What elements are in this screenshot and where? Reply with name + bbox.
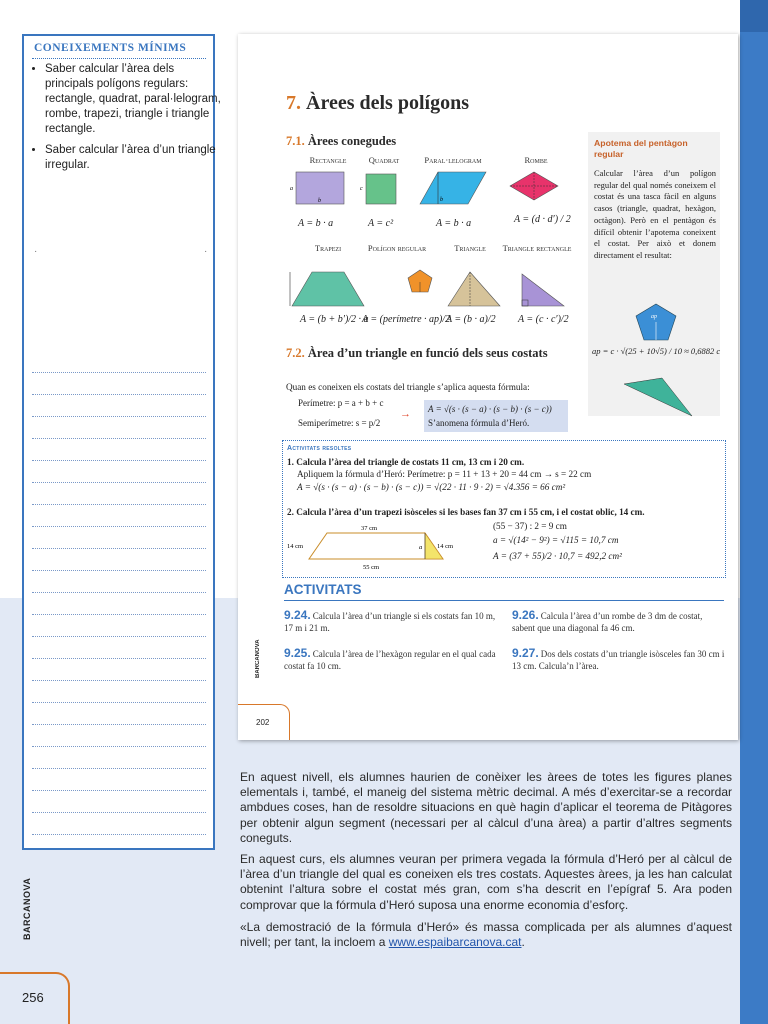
page-number: 202 (256, 718, 270, 727)
list-item: • Saber calcular l’àrea dels principals polígons regulars: rectangle, quadrat, paral·lelogram, rombe, trapezi, triangle i triangle rectangle. (45, 62, 223, 137)
textbook-page (238, 34, 738, 740)
area-formula: A = (d · d′) / 2 (514, 214, 571, 225)
dot-mark: · (204, 246, 208, 257)
shape-label: Polígon regular (367, 243, 427, 253)
minimum-knowledge-title: CONEIXEMENTS MÍNIMS (34, 42, 187, 54)
svg-text:c: c (360, 186, 363, 192)
note-line (32, 394, 206, 395)
note-line (32, 746, 206, 747)
note-line (32, 768, 206, 769)
solved-question-2: 2. Calcula l’àrea d’un trapezi isòsceles si les bases fan 37 cm i 55 cm, i el costat oblic, 14 cm. (287, 507, 645, 517)
trapezoid-shape (292, 272, 364, 306)
note-line (32, 570, 206, 571)
brand-logo: BARCANOVA (255, 639, 261, 678)
list-item: • Saber calcular l’àrea d’un triangle irregular. (45, 143, 223, 173)
shape-label: Trapezi (314, 243, 342, 253)
section-heading: 7.1. Àrees conegudes (286, 134, 397, 148)
trapezoid-figure (287, 521, 463, 573)
body-paragraph: En aquest nivell, els alumnes haurien de conèixer les àrees de totes les figures planes elementals i, també, el maneig del sistema mètric decimal. A més d’exercitar-se a recordar ambdues coses, han de resoldre situacions en què hagin d’aplicar el teorema de Pitàgores per obtenir algun segment (necessari per al càlcul d’una àrea) a partir d’altres segments coneguts. (240, 770, 732, 845)
pentagon-figure (632, 302, 680, 342)
solved-activities-box (282, 440, 726, 578)
area-formula: A = c² (368, 218, 394, 229)
parallelogram-shape (420, 172, 486, 204)
activities-title: ACTIVITATS (284, 582, 362, 597)
shape-label: Rombe (524, 155, 548, 165)
apothem-title: Apotema del pentàgon regular (594, 138, 688, 159)
body-paragraph: En aquest curs, els alumnes veuran per primera vegada la fórmula d’Heró per al càlcul de l’àrea d’un triangle del qual es coneixen els tres costats. Aquestes àrees, ja les han calculat obtenint l’altura sobre el costat més gran, com s’ha descrit en l’epígraf 5. Ara poden comprovar que la fórmula d’Heró suposa una enorme economia d’esforç. (240, 852, 732, 912)
hero-formula-name: S’anomena fórmula d’Heró. (428, 418, 530, 428)
solved-answer-2c: A = (37 + 55)/2 · 10,7 = 492,2 cm² (493, 551, 622, 561)
activity-item: 9.25. Calcula l’àrea de l’hexàgon regular en el qual cada costat fa 10 cm. (284, 646, 496, 671)
section-heading: 7.2. Àrea d’un triangle en funció dels seus costats (286, 346, 548, 360)
note-line (32, 438, 206, 439)
shape-label: Quadrat (368, 155, 400, 165)
note-line (32, 416, 206, 417)
trap-label-height: a (419, 544, 423, 551)
hero-formula: A = √(s · (s − a) · (s − b) · (s − c)) (428, 404, 552, 414)
activity-item: 9.27. Dos dels costats d’un triangle isòsceles fan 30 cm i 13 cm. Calcula’n l’àrea. (512, 646, 725, 671)
note-line (32, 614, 206, 615)
shape-label: Triangle (454, 243, 486, 253)
shape-label: Rectangle (309, 155, 347, 165)
shape-label: Paral·lelogram (424, 155, 482, 165)
right-edge-bar-top (740, 0, 768, 32)
note-line (32, 724, 206, 725)
svg-text:b: b (440, 197, 443, 203)
note-line (32, 680, 206, 681)
area-formula: A = b · a (298, 218, 334, 229)
dot-mark: · (34, 246, 38, 257)
note-line (32, 790, 206, 791)
solved-answer-2a: (55 − 37) : 2 = 9 cm (493, 521, 567, 531)
triangle-figure (622, 376, 694, 420)
section-intro: Quan es coneixen els costats del triangle s’aplica aquesta fórmula: (286, 382, 530, 392)
note-line (32, 548, 206, 549)
apothem-formula: ap = c · √(25 + 10√5) / 10 ≈ 0,6882 c (592, 346, 721, 356)
area-formula: A = (b · a)/2 (446, 314, 496, 325)
activities-divider (284, 600, 724, 601)
note-line (32, 504, 206, 505)
minimum-knowledge-list (32, 62, 223, 179)
area-formula: A = (c · c′)/2 (518, 314, 569, 325)
triangle-shape (448, 272, 500, 306)
solved-question-1: 1. Calcula l’àrea del triangle de costats 11 cm, 13 cm i 20 cm. (287, 457, 525, 467)
note-line (32, 834, 206, 835)
shapes-row-2 (286, 268, 586, 314)
svg-text:a: a (290, 186, 293, 192)
trap-label-left: 14 cm (287, 543, 304, 550)
body-paragraph: «La demostració de la fórmula d’Heró» és massa complicada per als alumnes d’aquest nivell; per tant, la incloem a www.espaibarcanova.cat. (240, 920, 732, 950)
apothem-note-box (588, 132, 720, 416)
area-formula: A = (perímetre · ap)/2 (362, 314, 451, 325)
square-shape (366, 174, 396, 204)
note-line (32, 702, 206, 703)
page-title: 7. Àrees dels polígons (286, 92, 469, 114)
solved-answer-2b: a = √(14² − 9²) = √115 = 10,7 cm (493, 535, 619, 545)
right-edge-bar (740, 0, 768, 1024)
hero-formula-box (424, 400, 568, 432)
note-line (32, 592, 206, 593)
note-line (32, 482, 206, 483)
shape-label: Triangle rectangle (502, 243, 572, 253)
note-line (32, 526, 206, 527)
note-line (32, 636, 206, 637)
brand-logo: BARCANOVA (22, 877, 32, 940)
website-link[interactable]: www.espaibarcanova.cat (388, 935, 522, 950)
page-number: 256 (22, 990, 44, 1005)
trap-label-bottom: 55 cm (363, 564, 380, 571)
note-line (32, 460, 206, 461)
trap-label-top: 37 cm (361, 525, 378, 532)
activity-item: 9.24. Calcula l’àrea d’un triangle si els costats fan 10 m, 17 m i 21 m. (284, 608, 496, 633)
note-line (32, 372, 206, 373)
note-line (32, 658, 206, 659)
area-formula: A = (b + b′)/2 · a (300, 314, 369, 325)
svg-text:ap: ap (651, 314, 657, 320)
area-formula: A = b · a (436, 218, 472, 229)
perimeter-formula: Perímetre: p = a + b + c (298, 398, 384, 408)
activity-item: 9.26. Calcula l’àrea d’un rombe de 3 dm de costat, sabent que una diagonal fa 46 cm. (512, 608, 703, 633)
svg-text:b: b (318, 198, 321, 204)
right-triangle-shape (522, 274, 564, 306)
solved-activities-title: Activitats resoltes (287, 445, 352, 452)
solved-answer-1a: Apliquem la fórmula d’Heró: Perímetre: p = 11 + 13 + 20 = 44 cm → s = 22 cm (297, 469, 592, 479)
note-line (32, 812, 206, 813)
arrow-icon: → (400, 408, 411, 420)
solved-answer-1b: A = √(s · (s − a) · (s − b) · (s − c)) = √(22 · 11 · 9 · 2) = √4.356 = 66 cm² (297, 482, 566, 492)
apothem-text: Calcular l’àrea d’un polígon regular del qual només coneixem el costat és una tasca fàcil en alguns casos (triangle, quadrat, hexàgon, octàgon). Però en el pentàgon és difícil obtenir l’apotema coneixent el costat. Per això et donem directament el resultat: (594, 168, 716, 260)
trap-label-right: 14 cm (437, 543, 454, 550)
shapes-row-1 (290, 168, 580, 218)
minimum-knowledge-box (22, 34, 221, 850)
semiperimeter-formula: Semiperímetre: s = p/2 (298, 418, 381, 428)
title-divider (32, 58, 206, 59)
